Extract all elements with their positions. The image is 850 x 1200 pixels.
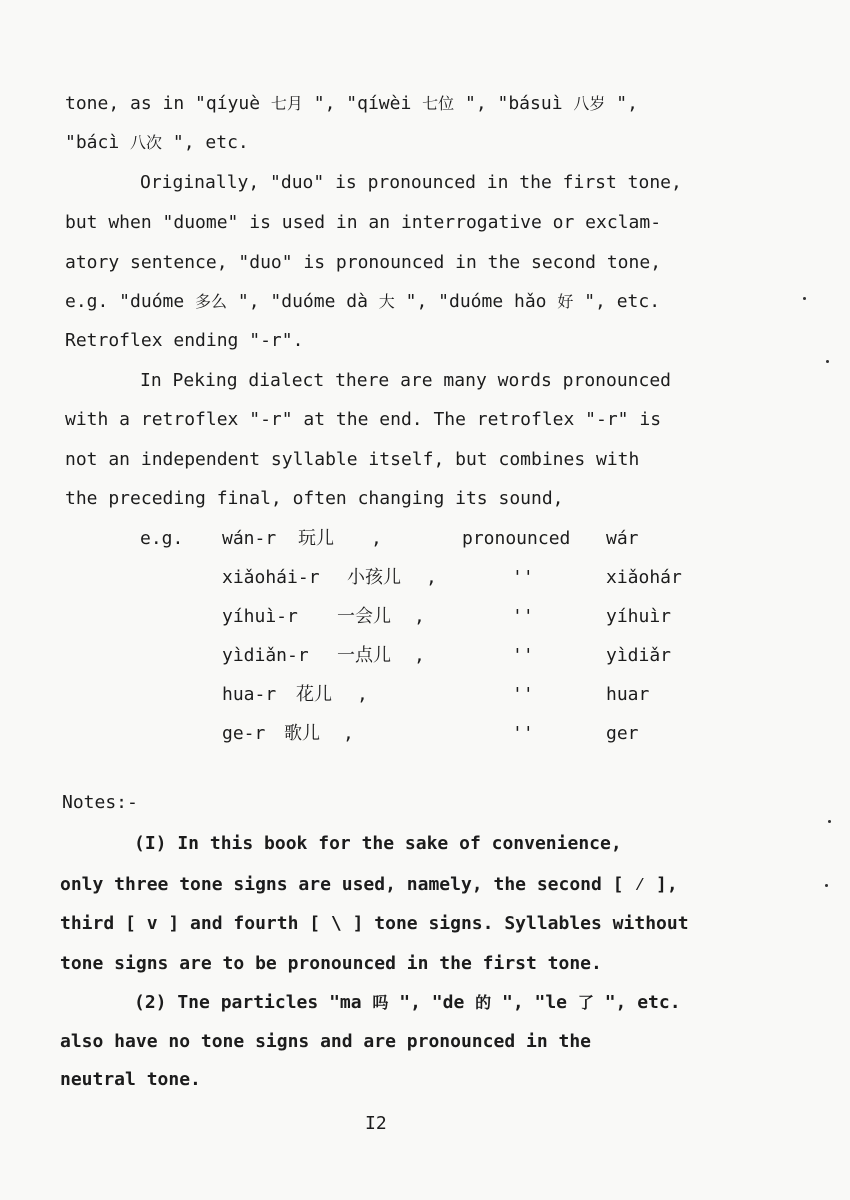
example-result: xiǎohár (606, 567, 682, 588)
chinese-text: 吗 (372, 993, 389, 1012)
paragraph-first-line: Originally, "duo" is pronounced in the first tone, (140, 172, 682, 193)
example-pronounced: '' (512, 606, 534, 627)
text-run: ", "qíwèi (302, 93, 423, 114)
chinese-text: 了 (577, 993, 594, 1012)
text-run: ", etc. (593, 992, 681, 1013)
scan-speck (828, 820, 831, 823)
example-chinese: 一点儿 (337, 645, 391, 666)
chinese-text: 好 (557, 292, 574, 311)
example-word: ge-r (222, 723, 266, 744)
scan-speck (826, 360, 829, 363)
example-word: wán-r (222, 528, 277, 549)
chinese-text: 七月 (270, 94, 303, 113)
example-pronounced: pronounced (462, 528, 571, 549)
example-result: yìdiǎr (606, 645, 672, 666)
text-run: ", etc. (162, 132, 249, 153)
notes-title: Notes:- (62, 792, 138, 813)
example-chinese: 歌儿 (284, 723, 320, 744)
example-comma: , (357, 684, 368, 705)
example-comma: , (414, 645, 425, 666)
text-run: ", "de (388, 992, 476, 1013)
body-line (0, 290, 850, 314)
example-comma: , (426, 567, 437, 588)
text-run: e.g. "duóme (65, 291, 196, 312)
body-line: with a retroflex "-r" at the end. The retroflex "-r" is (65, 409, 662, 430)
body-line (0, 92, 850, 116)
note-line: neutral tone. (60, 1069, 201, 1090)
eg-label: e.g. (140, 528, 184, 549)
note-line: also have no tone signs and are pronounced in the (60, 1031, 592, 1052)
chinese-text: 八岁 (573, 94, 606, 113)
text-run: ", "básuì (454, 93, 574, 114)
example-chinese: 花儿 (296, 684, 332, 705)
example-chinese: 玩儿 (298, 528, 334, 549)
text-run: (2) Tne particles "ma (134, 992, 373, 1013)
example-pronounced: '' (512, 684, 534, 705)
text-run: ", "duóme dà (227, 291, 379, 312)
note-line: third [ v ] and fourth [ \ ] tone signs. Syllables without (60, 913, 689, 934)
scan-speck (825, 884, 828, 887)
example-pronounced: '' (512, 723, 534, 744)
note-line: tone signs are to be pronounced in the first tone. (60, 953, 602, 974)
body-line (0, 131, 850, 155)
note-2-first-line (0, 991, 850, 1015)
example-result: huar (606, 684, 650, 705)
example-word: hua-r (222, 684, 277, 705)
note-line: only three tone signs are used, namely, the second [ ⁄ ], (60, 874, 678, 895)
example-result: ger (606, 723, 639, 744)
scan-speck (803, 297, 806, 300)
text-run: ", (605, 93, 638, 114)
chinese-text: 八次 (130, 133, 163, 152)
example-word: yíhuì-r (222, 606, 298, 627)
text-run: "bácì (65, 132, 131, 153)
example-comma: , (371, 528, 382, 549)
example-comma: , (414, 606, 425, 627)
example-pronounced: '' (512, 567, 534, 588)
chinese-text: 七位 (422, 94, 455, 113)
section-heading: Retroflex ending "-r". (65, 330, 304, 351)
text-run: ", etc. (573, 291, 661, 312)
chinese-text: 大 (378, 292, 395, 311)
note-1-first-line: (I) In this book for the sake of convenience, (134, 833, 622, 854)
example-pronounced: '' (512, 645, 534, 666)
text-run: ", "le (491, 992, 578, 1013)
body-line: the preceding final, often changing its sound, (65, 488, 564, 509)
chinese-text: 的 (475, 993, 492, 1012)
example-result: wár (606, 528, 639, 549)
example-comma: , (343, 723, 354, 744)
paragraph-first-line: In Peking dialect there are many words pronounced (140, 370, 672, 391)
body-line: atory sentence, "duo" is pronounced in the second tone, (65, 252, 662, 273)
body-line: but when "duome" is used in an interrogative or exclam- (65, 212, 662, 233)
chinese-text: 多么 (195, 292, 228, 311)
example-word: xiǎohái-r (222, 567, 320, 588)
example-chinese: 小孩儿 (347, 567, 401, 588)
page-number: I2 (365, 1113, 387, 1134)
example-word: yìdiǎn-r (222, 645, 309, 666)
body-line: not an independent syllable itself, but combines with (65, 449, 640, 470)
example-chinese: 一会儿 (337, 606, 391, 627)
example-result: yíhuìr (606, 606, 672, 627)
text-run: ", "duóme hǎo (394, 291, 558, 312)
text-run: tone, as in "qíyuè (65, 93, 271, 114)
